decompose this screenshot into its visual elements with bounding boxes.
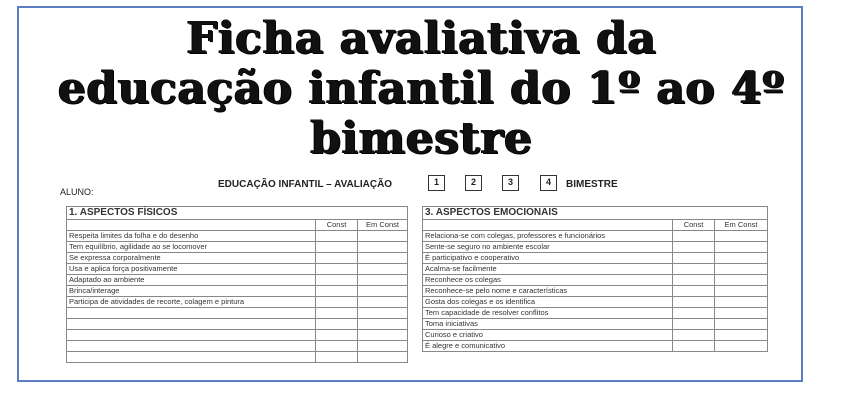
cell-const[interactable] xyxy=(673,253,715,264)
title-line-3: bimestre xyxy=(310,113,533,164)
item-label: É participativo e cooperativo xyxy=(423,253,673,264)
aluno-label: ALUNO: xyxy=(60,187,94,197)
table-row xyxy=(67,297,408,308)
table-row xyxy=(423,341,768,352)
table-row xyxy=(67,330,408,341)
cell-em-const[interactable] xyxy=(358,352,408,363)
col-const: Const xyxy=(673,220,715,231)
cell-const[interactable] xyxy=(673,319,715,330)
col-em-const: Em Const xyxy=(715,220,768,231)
bimestre-label: BIMESTRE xyxy=(566,179,618,190)
empty-cell xyxy=(67,330,316,341)
cell-em-const[interactable] xyxy=(358,330,408,341)
cell-const[interactable] xyxy=(316,319,358,330)
bimester-box-2[interactable]: 2 xyxy=(465,175,482,191)
cell-const[interactable] xyxy=(316,253,358,264)
cell-em-const[interactable] xyxy=(358,286,408,297)
cell-em-const[interactable] xyxy=(358,297,408,308)
cell-const[interactable] xyxy=(316,297,358,308)
table-row xyxy=(423,308,768,319)
col-const: Const xyxy=(316,220,358,231)
header-blank xyxy=(67,220,316,231)
cell-const[interactable] xyxy=(316,242,358,253)
item-label: Sente-se seguro no ambiente escolar xyxy=(423,242,673,253)
table-row xyxy=(423,275,768,286)
col-em-const: Em Const xyxy=(358,220,408,231)
cell-const[interactable] xyxy=(673,286,715,297)
cell-em-const[interactable] xyxy=(358,253,408,264)
item-label: Respeita limites da folha e do desenho xyxy=(67,231,316,242)
table-row xyxy=(67,341,408,352)
cell-const[interactable] xyxy=(316,341,358,352)
table-row xyxy=(67,286,408,297)
cell-em-const[interactable] xyxy=(358,308,408,319)
cell-em-const[interactable] xyxy=(358,319,408,330)
cell-em-const[interactable] xyxy=(715,264,768,275)
table-row xyxy=(67,319,408,330)
cell-em-const[interactable] xyxy=(715,341,768,352)
item-label: Reconhece os colegas xyxy=(423,275,673,286)
cell-const[interactable] xyxy=(316,286,358,297)
item-label: Reconhece-se pelo nome e características xyxy=(423,286,673,297)
table-row xyxy=(423,319,768,330)
page-title xyxy=(0,14,843,164)
cell-const[interactable] xyxy=(673,231,715,242)
table-row xyxy=(423,264,768,275)
item-label: Tem equilíbrio, agilidade ao se locomover xyxy=(67,242,316,253)
cell-em-const[interactable] xyxy=(715,242,768,253)
physical-aspects-table xyxy=(66,206,408,363)
cell-const[interactable] xyxy=(673,275,715,286)
cell-const[interactable] xyxy=(316,330,358,341)
table-row xyxy=(423,253,768,264)
bimester-box-3[interactable]: 3 xyxy=(502,175,519,191)
cell-em-const[interactable] xyxy=(715,308,768,319)
item-label: Se expressa corporalmente xyxy=(67,253,316,264)
item-label: É alegre e comunicativo xyxy=(423,341,673,352)
item-label: Toma iniciativas xyxy=(423,319,673,330)
table-row xyxy=(67,231,408,242)
item-label: Relaciona-se com colegas, professores e funcionários xyxy=(423,231,673,242)
header-blank xyxy=(423,220,673,231)
bimester-box-4[interactable]: 4 xyxy=(540,175,557,191)
bimester-box-1[interactable]: 1 xyxy=(428,175,445,191)
table-row xyxy=(67,253,408,264)
table-row xyxy=(67,242,408,253)
table-row xyxy=(67,275,408,286)
empty-cell xyxy=(67,319,316,330)
table-row xyxy=(423,286,768,297)
cell-em-const[interactable] xyxy=(715,319,768,330)
cell-const[interactable] xyxy=(316,308,358,319)
form-heading: EDUCAÇÃO INFANTIL – AVALIAÇÃO xyxy=(218,179,393,190)
cell-const[interactable] xyxy=(673,341,715,352)
title-line-2: educação infantil do 1º ao 4º xyxy=(58,63,785,114)
emotional-section-title: 3. ASPECTOS EMOCIONAIS xyxy=(423,207,768,220)
physical-section-title: 1. ASPECTOS FÍSICOS xyxy=(67,207,408,220)
table-row xyxy=(423,330,768,341)
item-label: Adaptado ao ambiente xyxy=(67,275,316,286)
empty-cell xyxy=(67,341,316,352)
item-label: Usa e aplica força positivamente xyxy=(67,264,316,275)
cell-const[interactable] xyxy=(673,264,715,275)
table-row xyxy=(423,297,768,308)
table-row xyxy=(67,264,408,275)
item-label: Brinca/interage xyxy=(67,286,316,297)
item-label: Gosta dos colegas e os identifica xyxy=(423,297,673,308)
cell-em-const[interactable] xyxy=(715,253,768,264)
cell-const[interactable] xyxy=(316,264,358,275)
cell-em-const[interactable] xyxy=(715,275,768,286)
table-row xyxy=(67,308,408,319)
cell-em-const[interactable] xyxy=(715,297,768,308)
cell-em-const[interactable] xyxy=(358,231,408,242)
item-label: Participa de atividades de recorte, colagem e pintura xyxy=(67,297,316,308)
title-line-1: Ficha avaliativa da xyxy=(186,13,657,64)
table-row xyxy=(423,242,768,253)
cell-const[interactable] xyxy=(316,352,358,363)
cell-em-const[interactable] xyxy=(715,330,768,341)
item-label: Acalma-se facilmente xyxy=(423,264,673,275)
cell-em-const[interactable] xyxy=(358,264,408,275)
item-label: Tem capacidade de resolver conflitos xyxy=(423,308,673,319)
table-row xyxy=(423,231,768,242)
empty-cell xyxy=(67,352,316,363)
cell-const[interactable] xyxy=(673,308,715,319)
cell-const[interactable] xyxy=(673,242,715,253)
cell-em-const[interactable] xyxy=(358,242,408,253)
cell-em-const[interactable] xyxy=(358,341,408,352)
cell-const[interactable] xyxy=(673,330,715,341)
empty-cell xyxy=(67,308,316,319)
cell-em-const[interactable] xyxy=(715,286,768,297)
emotional-aspects-table xyxy=(422,206,768,352)
cell-em-const[interactable] xyxy=(715,231,768,242)
cell-const[interactable] xyxy=(673,297,715,308)
cell-em-const[interactable] xyxy=(358,275,408,286)
cell-const[interactable] xyxy=(316,231,358,242)
item-label: Curioso e criativo xyxy=(423,330,673,341)
table-row xyxy=(67,352,408,363)
cell-const[interactable] xyxy=(316,275,358,286)
